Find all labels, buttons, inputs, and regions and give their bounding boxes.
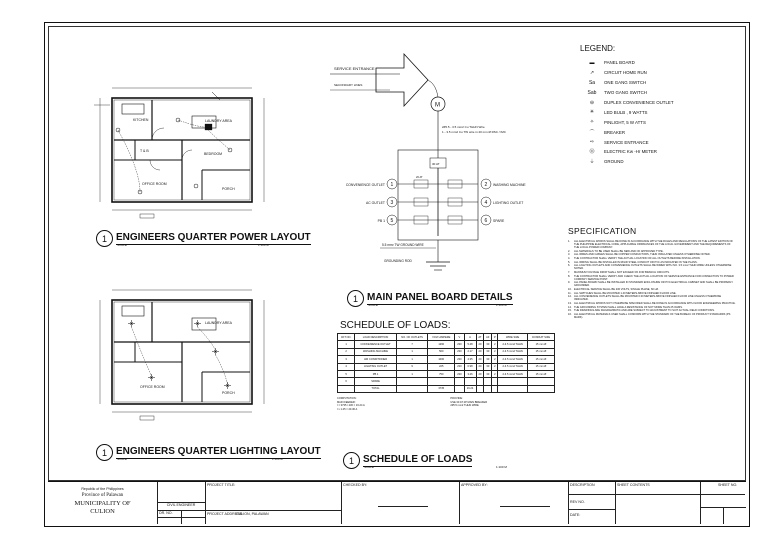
schedule-cell: AIR CONDITIONER — [355, 356, 397, 363]
schedule-cell: 20 — [476, 356, 484, 363]
project-title-label: PROJECT TITLE: — [207, 483, 236, 487]
room-label-porch: PORCH — [222, 187, 235, 191]
specification-item-text: ALL MATERIALS TO BE USED SHALL BE NEW AND OF APPROVED TYPE. — [574, 249, 664, 253]
wire-note-1: 2#5.5 - 3.5 mm2 Cu THHN Wire — [442, 125, 485, 129]
agency-municipality: MUNICIPALITY OF — [74, 500, 131, 507]
schedule-cell: 30 — [484, 363, 492, 370]
col-at: AT — [476, 334, 484, 341]
ground-wire-note: 5.5 mm² TW GROUND WIRE — [382, 243, 424, 247]
col-a: A — [464, 334, 476, 341]
circuit-label-6: SPARE — [493, 219, 505, 223]
legend-item — [580, 127, 740, 137]
specification-item-number: 5. — [568, 260, 571, 264]
schedule-cell — [498, 385, 528, 392]
schedule-cell: 230 — [455, 348, 464, 355]
schedule-row — [338, 363, 555, 370]
schedule-cell: 230 — [455, 356, 464, 363]
schedule-cell: 230 — [455, 341, 464, 348]
schedule-notes-right — [450, 397, 555, 411]
power-layout-heading — [96, 230, 311, 247]
schedule-cell: 15 mm Ø — [527, 341, 554, 348]
schedule-cell: 7 — [396, 341, 427, 348]
legend-item — [580, 68, 740, 78]
schedule-row — [338, 348, 555, 355]
schedule-cell — [396, 378, 427, 385]
schedule-cell — [498, 378, 528, 385]
schedule-cell: 2 — [492, 356, 498, 363]
power-layout-number: 1 — [96, 230, 113, 247]
specification-item-number: 3. — [568, 253, 571, 257]
note-right-line: USE 30 AT 2P MAIN BREAKER — [450, 400, 488, 404]
schedule-cell: 15 mm Ø — [527, 348, 554, 355]
room-label-office-lighting: OFFICE ROOM — [140, 385, 165, 389]
drawing-number-label: DR. NO. — [159, 511, 173, 515]
schedule-cell: 2 — [338, 348, 355, 355]
schedule-cell: 230 — [455, 363, 464, 370]
col-outlets: NO. OF OUTLETS — [396, 334, 427, 341]
specification-item — [568, 257, 736, 260]
schedule-cell: 30 — [484, 370, 492, 377]
legend-item-label: PINLIGHT, 5 W ATTS — [604, 119, 646, 125]
sheet-contents-label: SHEET CONTENTS — [617, 483, 650, 487]
schedule-cell: 15 mm Ø — [527, 363, 554, 370]
sheet-no-label: SHEET NO. — [718, 483, 738, 487]
specification-item-number: 8. — [568, 274, 571, 278]
schedule-cell: 1 — [396, 370, 427, 377]
legend-item-label: TWO GANG SWITCH — [604, 90, 647, 96]
schedule-cell: 230 — [455, 370, 464, 377]
note-left-line: COMPUTATION: — [337, 397, 357, 401]
schedule-cell: WASHING MACHINE — [355, 348, 397, 355]
specification-item — [568, 240, 736, 249]
legend-item-label: ELECTRIC Kw -Hr METER — [604, 149, 657, 155]
wire-note-2: 1 - 3.5 mm2 Cu TW wire in 20 mm Ø RSC / IMC — [442, 130, 506, 134]
legend-item-label: SERVICE ENTRANCE — [604, 139, 649, 145]
legend-item — [580, 88, 740, 98]
schedule-notes-left — [337, 397, 442, 411]
schedule-cell: 1 — [396, 356, 427, 363]
schedule-cell: 1 — [338, 341, 355, 348]
specification-item-number: 15. — [568, 309, 572, 313]
schedule-cell — [484, 385, 492, 392]
specification-item — [568, 275, 736, 281]
specification-item-text: ELECTRICAL SERVICE SHALL BE 230 VOLTS, SINGLE PHASE, 60 HZ. — [574, 288, 659, 291]
schedule-cell: 1260 — [428, 341, 455, 348]
rev-no-label: REV NO. — [570, 500, 585, 504]
legend-item — [580, 78, 740, 88]
specification-item-text: THE CONTRACTOR SHALL VERIFY THE ACTUAL LOCATION OF ALL OUTLETS BEFORE INSTALLATION. — [574, 257, 701, 261]
schedule-cell: 4 — [338, 363, 355, 370]
specification-item-number: 12. — [568, 295, 572, 299]
breaker-icon: ⌒ — [589, 129, 595, 136]
project-address-value: CULION, PALAWAN — [236, 512, 269, 516]
specification — [568, 226, 736, 320]
schedule-cell — [428, 378, 455, 385]
room-label-bedroom: BEDROOM — [204, 152, 223, 156]
power-layout-title: ENGINEERS QUARTER POWER LAYOUT — [116, 232, 311, 244]
schedule-cell: 15 mm Ø — [527, 356, 554, 363]
legend-item — [580, 137, 740, 147]
col-p: P — [492, 334, 498, 341]
panel-board-number: 1 — [347, 290, 364, 307]
col-wire: WIRE SIZE — [498, 334, 528, 341]
col-v: V — [455, 334, 464, 341]
secondary-lines-label: SECONDARY LINES — [334, 83, 363, 87]
legend-item-label: DUPLEX CONVENIENCE OUTLET — [604, 100, 674, 105]
grounding-rod-label: GROUNDING ROD — [384, 259, 412, 263]
two-gang-switch-icon: Sab — [587, 89, 597, 96]
schedule-cell — [476, 378, 484, 385]
schedule-notes — [337, 397, 555, 411]
schedule-cell: 2-3.5 mm2 THHN — [498, 356, 528, 363]
date-label: DATE: — [570, 513, 581, 517]
ground-icon: ⏚ — [589, 159, 595, 166]
one-gang-switch-icon: Sa — [588, 79, 596, 86]
schedule-cell: 1000 — [428, 356, 455, 363]
branch-breaker-label: 20 AT — [416, 176, 423, 179]
description-label: DESCRIPTION — [570, 483, 595, 487]
schedule-body — [338, 341, 555, 393]
specification-item — [568, 309, 736, 312]
schedule-row — [338, 356, 555, 363]
kwh-meter-symbol: M — [435, 102, 440, 109]
specification-item-number: 9. — [568, 281, 571, 285]
duplex-outlet-icon: ⊖ — [589, 99, 595, 106]
specification-title: SPECIFICATION — [568, 226, 637, 236]
legend-item-label: GROUND — [604, 159, 624, 165]
specification-item — [568, 313, 736, 319]
specification-item-text: ALL ELECTRICAL MATERIALS USED SHALL CONFORM WITH THE STANDARD OF THE BUREAU OF PRODUCT STANDARDS (PS MARK). — [574, 312, 731, 319]
legend-item — [580, 98, 740, 108]
room-label-laundry-lighting: LAUNDRY AREA — [205, 321, 232, 325]
schedule-cell — [396, 385, 427, 392]
specification-item-text: ALL SWITCHES SHALL BE MOUNTED 1.40 METERS ABOVE FINISHED FLOOR LINE. — [574, 291, 677, 295]
title-block — [48, 481, 746, 523]
specification-item-number: 16. — [568, 312, 572, 316]
lighting-layout-heading — [96, 444, 321, 461]
legend-item — [580, 117, 740, 127]
legend-item-label: ONE GANG SWITCH — [604, 80, 647, 86]
specification-item-text: MAXIMUM VOLTAGE DROP SHALL NOT EXCEED 3% FOR BRANCH CIRCUITS. — [574, 270, 670, 274]
office-name: CIVIL ENGINEER — [166, 503, 196, 507]
schedule-cell: 15 mm Ø — [527, 370, 554, 377]
schedule-cell: 2-3.5 mm2 THHN — [498, 363, 528, 370]
schedule-cell: 16.24 — [464, 385, 476, 392]
schedule-cell — [476, 385, 484, 392]
specification-item-number: 6. — [568, 264, 571, 268]
note-left-line: I x 1.25 = 20.30 A — [337, 407, 358, 411]
specification-item-number: 13. — [568, 301, 572, 305]
specification-item-text: THE DRAWINGS ARE DIAGRAMMATIC AND ARE SUBJECT TO ADJUSTMENT TO SUIT ACTUAL FIELD CONDITIONS. — [574, 309, 715, 313]
agency-republic: Republic of the Philippines — [81, 487, 124, 491]
specification-item-text: ALL ELECTRICAL WORKS SHALL BE DONE IN ACCORDANCE WITH THE RULES AND REGULATIONS OF THE LATEST EDITION OF THE PHILIPPINE ELECTRICAL CODE, APPLICABLE ORDINANCES OF THE LOCAL GOVERNMENT AND THE REQUIREMENTS OF THE LOCAL POWER COMPANY. — [574, 240, 734, 250]
specification-list — [568, 240, 736, 319]
panel-board-scale: SCALE — [368, 303, 378, 307]
schedule-cell: 2-3.5 mm2 THHN — [498, 348, 528, 355]
schedule-cell: CONVENIENCE OUTLET — [355, 341, 397, 348]
service-entrance-icon: ⇨ — [589, 139, 595, 146]
agency-province: Province of Palawan — [81, 493, 124, 498]
schedule-cell: 0.98 — [464, 363, 476, 370]
schedule-cell: 3 — [338, 356, 355, 363]
schedule-cell: 6 — [338, 378, 355, 385]
schedule-row — [338, 385, 555, 392]
schedule-cell: 30 — [484, 341, 492, 348]
circuit-number-5: 5 — [390, 218, 394, 224]
legend-item — [580, 58, 740, 68]
schedule-cell: 225 — [428, 363, 455, 370]
schedule-cell: 2.17 — [464, 348, 476, 355]
schedule-cell: 750 — [428, 370, 455, 377]
home-run-icon: ↗ — [589, 69, 595, 76]
legend-item-label: LED BULB , 9 WATTS — [604, 109, 648, 115]
kwh-meter-icon: Ⓜ — [589, 149, 595, 156]
circuit-label-5: PB 1 — [377, 219, 385, 223]
power-layout-plan — [94, 88, 264, 218]
schedule-cell: 20 — [476, 348, 484, 355]
specification-item — [568, 288, 736, 291]
circuit-number-6: 6 — [484, 218, 488, 224]
lighting-layout-number: 1 — [96, 444, 113, 461]
schedule-cell: 20 — [476, 363, 484, 370]
specification-item-text: THE CONTRACTOR SHALL VERIFY AND CHECK THE ACTUAL LOCATION OF SERVICE ENTRANCE FOR CONNECTION TO POWER COMPANY SERVICE POINT. — [574, 274, 734, 281]
circuit-number-3: 3 — [390, 200, 394, 206]
specification-item-text: ALL LIGHTING OUTLETS AND CONVENIENCE OUTLETS SHALL BE WIRED WITH NO. 3.5 mm2 THHN WIRE UNLESS OTHERWISE NOTED. — [574, 264, 732, 271]
specification-item-text: ALL ELECTRICAL WORKS NOT OTHERWISE SPECIFIED SHALL BE DONE IN ACCORDANCE WITH GOOD ENGINEERING PRACTICE. — [574, 301, 736, 305]
schedule-cell: 5 — [338, 370, 355, 377]
legend-item — [580, 157, 740, 167]
schedule-cell: 30 — [484, 348, 492, 355]
specification-item — [568, 264, 736, 270]
legend-item — [580, 107, 740, 117]
power-layout-scale: SCALE — [117, 243, 127, 247]
specification-item-text: ALL WIRES AND CABLES SHALL BE COPPER CONDUCTORS, THHN INSULATED UNLESS OTHERWISE NOTED. — [574, 253, 711, 257]
schedule-title: SCHEDULE OF LOADS — [363, 454, 473, 466]
specification-item-text: ALL PANEL BOARD SHALL BE INSTALLED IN STANDARD ENCLOSURE OR PVC ELECTRICAL CABINET AND SHALL BE PROPERLY GROUNDED. — [574, 281, 733, 288]
legend-item-label: CIRCUIT HOME RUN — [604, 70, 647, 76]
note-left-line: MAIN FEEDER: — [337, 400, 356, 404]
schedule-heading: SCHEDULE OF LOADS: — [340, 320, 451, 331]
schedule-scale-value: 1:100 M — [496, 465, 507, 469]
schedule-section-heading — [343, 452, 472, 469]
schedule-cell: 30 — [484, 356, 492, 363]
schedule-cell: 20 — [476, 341, 484, 348]
panel-board-title: MAIN PANEL BOARD DETAILS — [367, 292, 513, 304]
specification-item-number: 10. — [568, 288, 572, 291]
schedule-cell: 2-3.5 mm2 THHN — [498, 341, 528, 348]
specification-item-number: 1. — [568, 240, 571, 243]
room-label-porch-lighting: PORCH — [222, 391, 235, 395]
pinlight-icon: ✧ — [589, 119, 595, 126]
room-label-kitchen: KITCHEN — [133, 118, 149, 122]
schedule-cell: TOTAL — [355, 385, 397, 392]
project-address-label: PROJECT ADDRESS: — [207, 512, 243, 516]
schedule-cell: 500 — [428, 348, 455, 355]
schedule-cell: 2 — [492, 348, 498, 355]
schedule-cell: 2-3.5 mm2 THHN — [498, 370, 528, 377]
schedule-cell: 3735 — [428, 385, 455, 392]
col-description: LOAD DESCRIPTION — [355, 334, 397, 341]
schedule-scale: SCALE — [364, 465, 374, 469]
lighting-layout-scale-value: 1:100 M — [272, 457, 283, 461]
legend-list — [580, 58, 740, 167]
main-breaker-label: 30 AT — [432, 162, 440, 166]
specification-item-text: THE GROUNDING SYSTEM SHALL HAVE A RESISTANCE OF NOT MORE THAN 25 OHMS. — [574, 305, 683, 309]
specification-item-number: 7. — [568, 270, 571, 274]
schedule-row — [338, 378, 555, 385]
circuit-label-3: AC OUTLET — [365, 201, 385, 205]
specification-item — [568, 295, 736, 301]
schedule-cell — [527, 378, 554, 385]
col-va: VOLT-AMPERE — [428, 334, 455, 341]
schedule-row — [338, 370, 555, 377]
schedule-table — [337, 333, 555, 393]
specification-item-text: ALL WIRING SHALL BE INSTALLED IN RIGID STEEL CONDUIT OR PVC AS INDICATED IN THE PLANS. — [574, 260, 698, 264]
lighting-layout-scale: SCALE — [117, 457, 127, 461]
circuit-label-4: LIGHTING OUTLET — [493, 201, 524, 205]
room-label-tb: T & B — [140, 149, 149, 153]
approved-by-label: APPROVED BY: — [461, 483, 488, 487]
schedule-cell: 2 — [492, 370, 498, 377]
schedule-cell: 5.48 — [464, 341, 476, 348]
note-right-line: PROVIDE: — [450, 397, 463, 401]
schedule-cell — [455, 385, 464, 392]
circuit-number-2: 2 — [484, 182, 488, 188]
schedule-cell — [464, 378, 476, 385]
legend-title: LEGEND: — [580, 44, 616, 53]
service-entrance-label: SERVICE ENTRANCE — [334, 66, 375, 71]
specification-item — [568, 271, 736, 274]
legend-item — [580, 147, 740, 157]
col-conduit: CONDUIT SIZE — [527, 334, 554, 341]
room-label-laundry: LAUNDRY AREA — [205, 119, 232, 123]
schedule-cell: 2 — [492, 341, 498, 348]
checked-by-label: CHECKED BY: — [343, 483, 368, 487]
col-ckt: CKT NO. — [338, 334, 355, 341]
schedule-cell: PB 1 — [355, 370, 397, 377]
note-left-line: I = 3735 / 230 = 16.24 A — [337, 404, 365, 408]
lighting-layout-title: ENGINEERS QUARTER LIGHTING LAYOUT — [116, 446, 321, 458]
legend-item-label: BREAKER — [604, 129, 625, 135]
schedule-cell: 20 — [476, 370, 484, 377]
specification-item-number: 2. — [568, 249, 571, 253]
specification-item — [568, 253, 736, 256]
circuit-label-1: CONVENIENCE OUTLET — [345, 183, 385, 187]
schedule-cell — [527, 385, 554, 392]
panel-board-scale-value: 1:100 M — [496, 303, 507, 307]
specification-item — [568, 302, 736, 305]
schedule-table-wrapper — [337, 333, 555, 412]
legend-item-label: PANEL BOARD — [604, 60, 635, 66]
schedule-row — [338, 341, 555, 348]
circuit-label-2: WASHING MACHINE — [493, 183, 526, 187]
schedule-cell: 4.35 — [464, 356, 476, 363]
agency-culion: CULION — [90, 508, 115, 515]
schedule-cell: SPARE — [355, 378, 397, 385]
circuit-number-1: 1 — [390, 182, 394, 188]
schedule-cell: 9 — [396, 363, 427, 370]
schedule-cell: 3.26 — [464, 370, 476, 377]
schedule-header-row — [338, 334, 555, 341]
room-label-office: OFFICE ROOM — [142, 182, 167, 186]
panel-board-icon: ▬ — [589, 59, 595, 66]
led-bulb-icon: ✳ — [589, 109, 595, 116]
schedule-cell: 2 — [492, 363, 498, 370]
schedule-cell — [484, 378, 492, 385]
specification-item-number: 4. — [568, 257, 571, 261]
schedule-cell — [338, 385, 355, 392]
schedule-cell — [455, 378, 464, 385]
specification-item-number: 11. — [568, 291, 572, 295]
col-af: AF — [484, 334, 492, 341]
note-right-line: 2#5.5 mm2 THHN WIRE — [450, 404, 479, 408]
schedule-cell: LIGHTING OUTLET — [355, 363, 397, 370]
circuit-number-4: 4 — [484, 200, 488, 206]
specification-item — [568, 281, 736, 287]
specification-item-number: 14. — [568, 305, 572, 309]
specification-item-text: ALL CONVENIENCE OUTLETS SHALL BE MOUNTED 0.30 METERS ABOVE FINISHED FLOOR LINE UNLESS OTHERWISE INDICATED. — [574, 295, 722, 302]
power-layout-scale-value: 1:100 M — [258, 243, 269, 247]
legend — [580, 44, 740, 167]
schedule-number: 1 — [343, 452, 360, 469]
schedule-cell: 1 — [396, 348, 427, 355]
lighting-layout-plan — [100, 290, 264, 420]
